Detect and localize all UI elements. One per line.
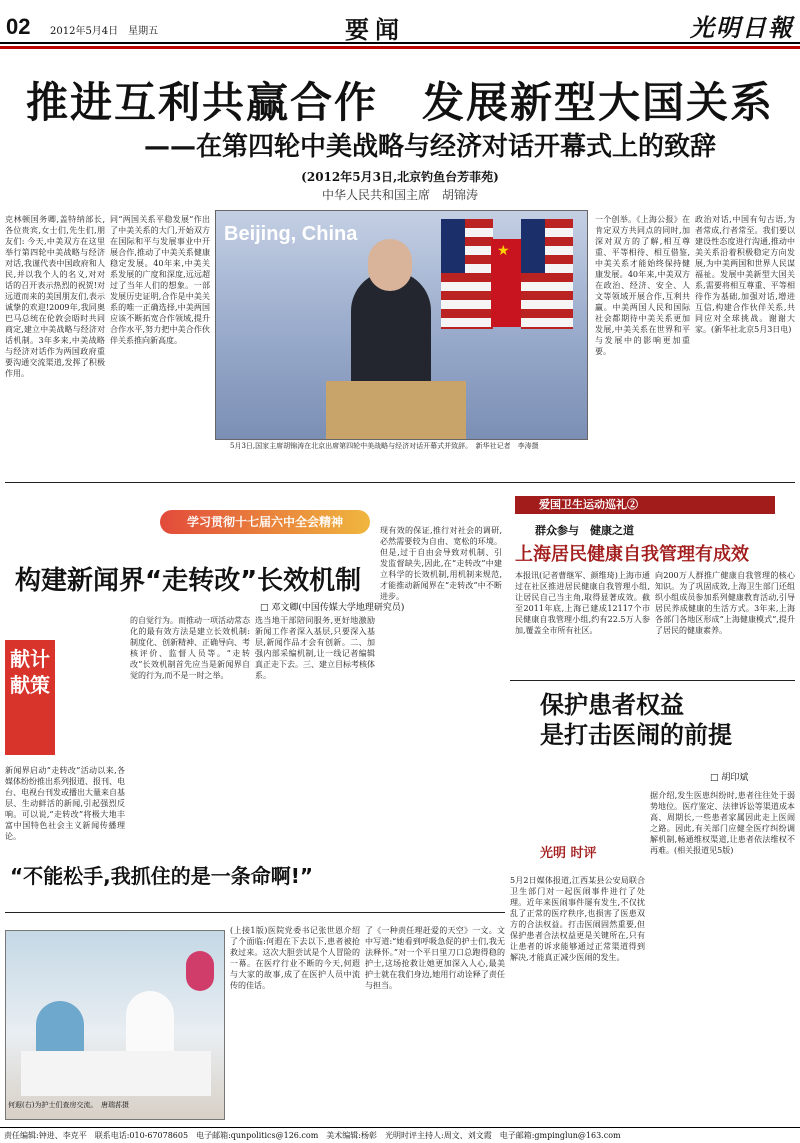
feature-photo-caption: 何遐(右)为护士们查房交流。 唐瑞荪摄 [8, 1101, 129, 1109]
editor-credits: 责任编辑:钟进、李克平 联系电话:010-67078605 电子邮箱:qunpolitics@126.com 美术编辑:杨彰 光明时评主持人:周文、刘文霞 电子邮箱:gmpinglun@163.com [4, 1131, 621, 1140]
lead-column-2: 同“两国关系平稳发展”作出了中美关系的大门,开始双方在国际和平与发展事业中开展合作,推动了中美关系健康稳定发展。40年来,中美关系发展的广度和深度,远远超过了当年人们的想象。一部发展历史证明,合作是中美关系的唯一正确选择,中美两国应该不断拓宽合作领域,提升合作水平,努力把中美合作伙伴关系推向新高度。 [110, 215, 210, 345]
issue-date: 2012年5月4日 星期五 [50, 26, 159, 37]
commentary-headline: 构建新闻界“走转改”长效机制 [15, 566, 362, 596]
commentary-column-3: 选当地干部陪同服务,更好地激励新闻工作者深入基层,只要深入基层,新闻作品才会有创新。二、加强内部采编机制,让一线记者编辑真正走下去。三、建立目标考核体系。 [255, 616, 375, 680]
opinion-headline [540, 690, 790, 750]
feature-column-1: (上接1版)医院党委书记张世恩介绍了个面临:何遐在下去以下,患者被抢救过来。这次大胆尝试是个人冒险的一幕。在医疗行业不断的今天,何遐与大家的故事,成了在医护人员中流传的佳话。 [230, 926, 360, 990]
us-flag [521, 219, 573, 329]
lead-subheadline: ——在第四轮中美战略与经济对话开幕式上的致辞 [143, 132, 716, 162]
health-column-2: 向200万人群推广健康自我管理的核心知识。为了巩固成效,上海卫生部门还组织小组成员参加系列健康教育活动,引导居民养成健康的生活方式。3年来,上海各部门各地区形成“上海健康模式”,提升了居民的健康素养。 [655, 571, 795, 635]
feature-photo [5, 930, 225, 1120]
newspaper-logo: 光明日報 [690, 13, 794, 42]
commentary-badge [5, 640, 55, 755]
health-subhead: 群众参与 健康之道 [535, 524, 634, 537]
section-title: 要闻 [345, 15, 405, 44]
speaker-head [368, 239, 412, 291]
section-divider [5, 482, 795, 483]
lead-dateline: (2012年5月3日,北京钓鱼台芳菲苑) [301, 170, 499, 184]
lead-headline: 推进互利共赢合作 发展新型大国关系 [25, 78, 774, 127]
page-number: 02 [6, 14, 31, 39]
feature-column-2: 了《一种责任理赶爱的天空》一文。文中写道:“她看到呼吸急促的护士们,我无法释怀。”对一个平日里刀口总跑得稳的护士,这场抢救让她更加深入人心,最美护士就在我们身边,她用行动诠释了责任与担当。 [365, 926, 505, 990]
commentary-column-4: 现有效的保证,推行对社会的调研,必然需要较为自由、宽松的环境。但是,过于自由会导致对机制、引发监督缺失,因此,在“走转改”中建立科学的长效机制,用机制来规范,才能推动新闻界在“走转改”中不断进步。 [380, 526, 502, 601]
opinion-divider [510, 680, 795, 681]
commentary-byline: □ 邓文卿(中国传媒大学地理研究员) [260, 603, 405, 613]
commentary-column-2: 的自觉行为。而推动一项活动常态化的最有效方法是建立长效机制:制度化、创新精神、正确导向、考核评价、监督人员等。“走转改”长效机制首先应当是新闻界自觉的行为,而不是一时之举。 [130, 616, 250, 680]
opinion-headline-line-2: 是打击医闹的前提 [540, 721, 732, 749]
lead-column-1: 克林顿国务卿,盖特纳部长,各位贵宾,女士们,先生们,朋友们: 今天,中美双方在这里举行第四轮中美战略与经济对话,我谨代表中国政府和人民,并以我个人的名义,对对话的召开表示热烈的祝贺!对远道而来的美国朋友们,表示诚挚的欢迎!2009年,我同奥巴马总统在伦敦会晤时共同商定,建立中美战略与经济对话机制。3年多来,中美战略与经济对话作为两国政府重要沟通交流渠道,发挥了积极作用。 [5, 215, 105, 378]
commentary-column-1: 新闻界启动“走转改”活动以来,各媒体纷纷推出系列报道、报刊、电台、电视台刊发或播出大量来自基层、生动鲜活的新闻,引起强烈反响。可以说,“走转改”将极大地丰富中国特色社会主义新闻传播理论。 [5, 766, 125, 841]
lead-photo-caption: 5月3日,国家主席胡锦涛在北京出席第四轮中美战略与经济对话开幕式并致辞。 新华社记者 李涛摄 [230, 442, 539, 450]
opinion-headline-line-1: 保护患者权益 [540, 691, 684, 719]
opinion-badge: 光明 时评 [540, 846, 597, 861]
health-column-1: 本报讯(记者曹继军、颜维琦)上海市通过在社区推进居民健康自我管理小组,让居民自己当主角,取得显著成效。截至2011年底,上海已建成12117个市民健康自我管理小组,约有22.5万人参加,覆盖全市所有社区。 [515, 571, 650, 635]
opinion-byline: □ 胡印斌 [710, 773, 749, 783]
feature-divider [5, 912, 505, 913]
photo-sign-text: Beijing, China [224, 223, 358, 245]
masthead [0, 0, 800, 44]
lead-column-4: 政治对话,中国有句古语,为者常成,行者常至。我们要以建设性态度进行沟通,推动中美关系沿着积极稳定方向发展,为中美两国和世界人民谋福祉。发展中美新型大国关系,需要将相互尊重、平等相待作为基础,加强对话,增进互信,构建合作伙伴关系,共同应对全球挑战。谢谢大家。(新华社北京5月3日电) [695, 215, 795, 334]
footer-rule [0, 1127, 800, 1128]
feature-headline: “不能松手,我抓住的是一条命啊!” [10, 864, 314, 888]
health-headline: 上海居民健康自我管理有成效 [515, 544, 749, 565]
commentary-ribbon: 学习贯彻十七届六中全会精神 [160, 510, 370, 534]
badge-title: 献计献策 [10, 647, 50, 697]
lead-column-3: 一个创举。《上海公报》在肯定双方共同点的同时,加深对双方的了解,相互尊重、平等相待、相互借鉴,中美关系才能始终保持健康发展。40年来,中美双方在政治、经济、安全、人文等领域开展合作,互利共赢。中美两国人民和国际社会都期待中美关系更加发展,中美关系在世界和平与发展中的影响更加重要。 [595, 215, 690, 356]
masthead-rule [0, 46, 800, 49]
us-flag [441, 219, 493, 329]
opinion-column-1: 5月2日媒体报道,江西某县公安局联合卫生部门对一起医闹事件进行了处理。近年来医闹事件屡有发生,不仅扰乱了正常的医疗秩序,也损害了医患双方的合法权益。打击医闹固然重要,但保护患者合法权益更是关键所在,只有让患者的诉求能够通过正常渠道得到解决,才能真正减少医闹的发生。 [510, 876, 645, 962]
lead-photo [215, 210, 588, 440]
podium [326, 381, 466, 440]
hospital-bed [21, 1051, 211, 1096]
health-kicker: 爱国卫生运动巡礼② [515, 496, 775, 514]
opinion-column-2: 据介绍,发生医患纠纷时,患者往往处于弱势地位。医疗鉴定、法律诉讼等渠道成本高、周期长,一些患者家属因此走上医闹之路。因此,有关部门应健全医疗纠纷调解机制,畅通维权渠道,让患者依法维权不再难。(相关报道见5版) [650, 791, 795, 855]
flowers [186, 951, 214, 991]
lead-byline: 中华人民共和国主席 胡锦涛 [321, 188, 478, 202]
